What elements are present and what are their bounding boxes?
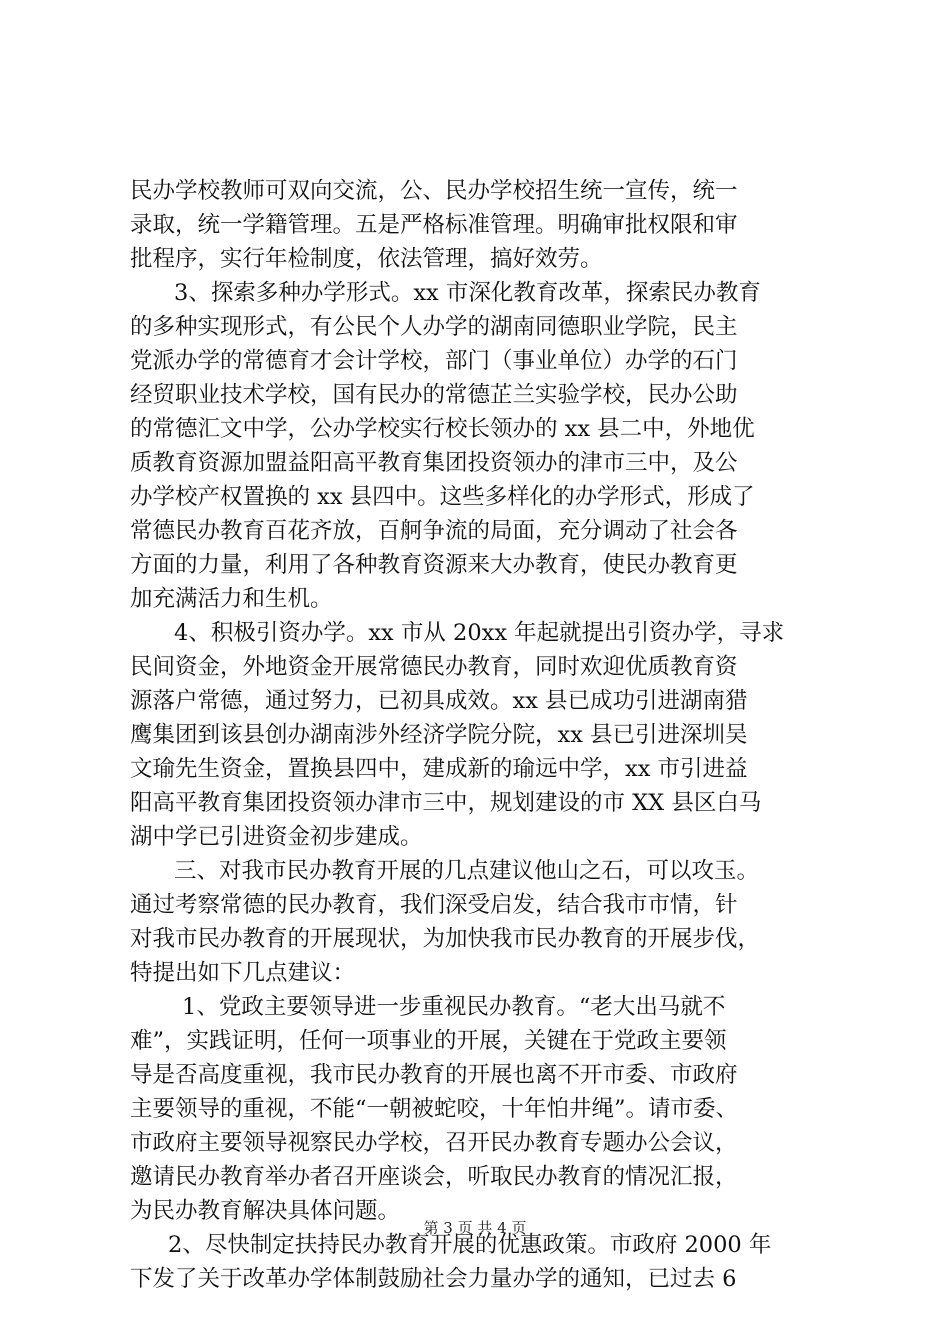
text-line: 民间资金，外地资金开展常德民办教育，同时欢迎优质教育资 xyxy=(130,654,738,680)
text-line: 经贸职业技术学校，国有民办的常德芷兰实验学校，民办公助 xyxy=(130,382,738,408)
paragraph-start-line: 1、党政主要领导进一步重视民办教育。“老大出马就不 xyxy=(182,994,726,1020)
text-line: 主要领导的重视，不能“一朝被蛇咬，十年怕井绳”。请市委、 xyxy=(130,1096,739,1122)
text-line: 办学校产权置换的 xx 县四中。这些多样化的办学形式，形成了 xyxy=(130,484,755,510)
paragraph-start-line: 3、探索多种办学形式。xx 市深化教育改革，探索民办教育 xyxy=(174,280,761,306)
text-line: 常德民办教育百花齐放，百舸争流的局面，充分调动了社会各 xyxy=(130,518,738,544)
text-line: 加充满活力和生机。 xyxy=(130,586,333,612)
document-body xyxy=(130,174,830,1296)
text-line: 难”，实践证明，任何一项事业的开展，关键在于党政主要领 xyxy=(130,1028,727,1054)
paragraph-start-line: 4、积极引资办学。xx 市从 20xx 年起就提出引资办学，寻求 xyxy=(174,620,785,646)
text-line: 对我市民办教育的开展现状，为加快我市民办教育的开展步伐， xyxy=(130,926,761,952)
text-line: 的多种实现形式，有公民个人办学的湖南同德职业学院，民主 xyxy=(130,314,738,340)
text-line: 录取，统一学籍管理。五是严格标准管理。明确审批权限和审 xyxy=(130,212,738,238)
paragraph-start-line: 2、尽快制定扶持民办教育开展的优惠政策。市政府 2000 年 xyxy=(168,1232,772,1258)
text-line: 鹰集团到该县创办湖南涉外经济学院分院，xx 县已引进深圳吴 xyxy=(130,722,748,748)
text-line: 导是否高度重视，我市民办教育的开展也离不开市委、市政府 xyxy=(130,1062,738,1088)
text-line: 湖中学已引进资金初步建成。 xyxy=(130,824,423,850)
page-footer: 第 3 页 共 4 页 xyxy=(423,1219,527,1237)
text-line: 源落户常德，通过努力，已初具成效。xx 县已成功引进湖南猎 xyxy=(130,688,748,714)
text-line: 阳高平教育集团投资领办津市三中，规划建设的市 XX 县区白马 xyxy=(130,790,762,816)
text-line: 批程序，实行年检制度，依法管理，搞好效劳。 xyxy=(130,246,603,272)
text-line: 通过考察常德的民办教育，我们深受启发，结合我市市情，针 xyxy=(130,892,738,918)
text-line: 党派办学的常德育才会计学校，部门（事业单位）办学的石门 xyxy=(130,348,738,374)
text-line: 文瑜先生资金，置换县四中，建成新的瑜远中学，xx 市引进益 xyxy=(130,756,748,782)
text-line: 的常德汇文中学，公办学校实行校长领办的 xx 县二中，外地优 xyxy=(130,416,755,442)
text-line: 特提出如下几点建议： xyxy=(130,960,356,986)
text-line: 下发了关于改革办学体制鼓励社会力量办学的通知，已过去 6 xyxy=(130,1266,737,1292)
section-heading-line: 三、对我市民办教育开展的几点建议他山之石，可以攻玉。 xyxy=(174,858,760,884)
text-line: 市政府主要领导视察民办学校，召开民办教育专题办公会议， xyxy=(130,1130,738,1156)
text-line: 民办学校教师可双向交流，公、民办学校招生统一宣传，统一 xyxy=(130,178,738,204)
text-line: 邀请民办教育举办者召开座谈会，听取民办教育的情况汇报， xyxy=(130,1164,738,1190)
text-line: 方面的力量，利用了各种教育资源来大办教育，使民办教育更 xyxy=(130,552,738,578)
text-line: 质教育资源加盟益阳高平教育集团投资领办的津市三中，及公 xyxy=(130,450,738,476)
text-line: 为民办教育解决具体问题。 xyxy=(130,1198,401,1224)
